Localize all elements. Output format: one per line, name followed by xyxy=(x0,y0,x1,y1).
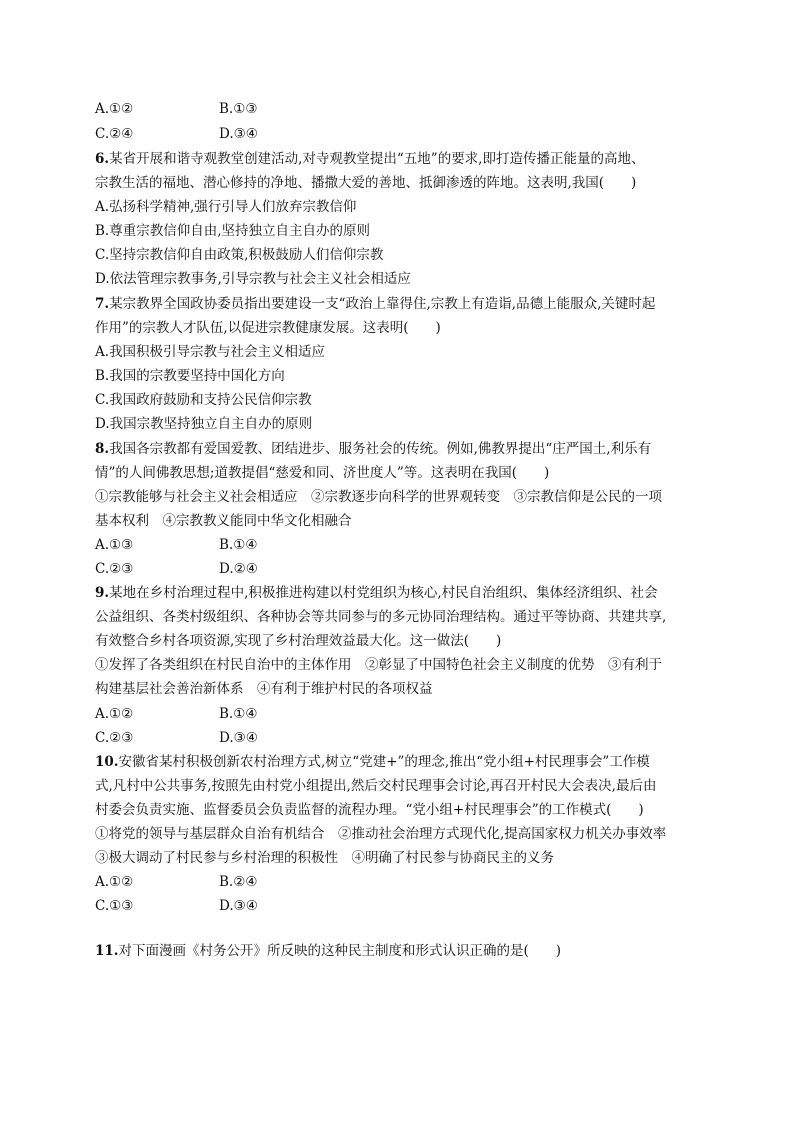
q6-option-d: D.依法管理宗教事务,引导宗教与社会主义社会相适应 xyxy=(95,271,411,287)
q5-option-d: D.③④ xyxy=(219,126,258,142)
q5-option-c: C.②④ xyxy=(95,126,134,142)
q7-option-d: D.我国宗教坚持独立自主自办的原则 xyxy=(95,416,313,432)
q9-stem-line-2: 公益组织、各类村级组织、各种协会等共同参与的多元协同治理结构。通过平等协商、共建共享, xyxy=(95,609,667,625)
q8-items-line-1: ①宗教能够与社会主义社会相适应 ②宗教逐步向科学的世界观转变 ③宗教信仰是公民的一项 xyxy=(95,489,662,505)
q6-stem-line-1: 6.某省开展和谐寺观教堂创建活动,对寺观教堂提出“五地”的要求,即打造传播正能量的高地、 xyxy=(95,151,645,167)
q6-option-c: C.坚持宗教信仰自由政策,积极鼓励人们信仰宗教 xyxy=(95,247,384,263)
q10-stem-line-2: 式,凡村中公共事务,按照先由村党小组提出,然后交村民理事会讨论,再召开村民大会表决,最后由 xyxy=(95,778,657,794)
q8-option-d: D.②④ xyxy=(219,561,258,577)
q7-option-b: B.我国的宗教要坚持中国化方向 xyxy=(95,368,285,384)
q10-option-c: C.①③ xyxy=(95,898,134,914)
q8-option-a: A.①③ xyxy=(95,537,134,553)
q10-stem-line-3: 村委会负责实施、监督委员会负责监督的流程办理。“党小组+村民理事会”的工作模式( ) xyxy=(95,802,644,818)
q7-number: 7. xyxy=(95,296,110,312)
q10-stem-line-1: 10.安徽省某村积极创新农村治理方式,树立“党建+”的理念,推出“党小组+村民理事会”工作模 xyxy=(95,754,650,770)
q6-option-b: B.尊重宗教信仰自由,坚持独立自主自办的原则 xyxy=(95,223,371,239)
q10-items-line-1: ①将党的领导与基层群众自治有机结合 ②推动社会治理方式现代化,提高国家权力机关办事效率 xyxy=(95,826,667,842)
q10-option-b: B.②④ xyxy=(219,874,258,890)
q6-option-a: A.弘扬科学精神,强行引导人们放弃宗教信仰 xyxy=(95,199,357,215)
q8-number: 8. xyxy=(95,441,110,457)
q7-option-c: C.我国政府鼓励和支持公民信仰宗教 xyxy=(95,392,312,408)
q5-option-b: B.①③ xyxy=(219,101,258,117)
q9-items-line-1: ①发挥了各类组织在村民自治中的主体作用 ②彰显了中国特色社会主义制度的优势 ③有利于 xyxy=(95,657,662,673)
q10-option-d: D.③④ xyxy=(219,898,258,914)
q9-stem-line-3: 有效整合乡村各项资源,实现了乡村治理效益最大化。这一做法( ) xyxy=(95,633,502,649)
q8-stem-line-2: 情”的人间佛教思想;道教提倡“慈爱和同、济世度人”等。这表明在我国( ) xyxy=(95,465,550,481)
q8-items-line-2: 基本权利 ④宗教教义能同中华文化相融合 xyxy=(95,513,352,529)
q8-option-c: C.②③ xyxy=(95,561,134,577)
q9-option-b: B.①④ xyxy=(219,706,258,722)
q10-items-line-2: ③极大调动了村民参与乡村治理的积极性 ④明确了村民参与协商民主的义务 xyxy=(95,850,554,866)
q9-items-line-2: 构建基层社会善治新体系 ④有利于维护村民的各项权益 xyxy=(95,681,433,697)
q9-option-c: C.②③ xyxy=(95,730,134,746)
q6-number: 6. xyxy=(95,151,110,167)
q8-stem-line-1: 8.我国各宗教都有爱国爱教、团结进步、服务社会的传统。例如,佛教界提出“庄严国土,利乐有 xyxy=(95,441,652,457)
q10-option-a: A.①② xyxy=(95,874,134,890)
q7-stem-line-2: 作用”的宗教人才队伍,以促进宗教健康发展。这表明( ) xyxy=(95,320,441,336)
q9-option-a: A.①② xyxy=(95,706,134,722)
q9-option-d: D.③④ xyxy=(219,730,258,746)
q7-option-a: A.我国积极引导宗教与社会主义相适应 xyxy=(95,344,326,360)
q6-stem-line-2: 宗教生活的福地、潜心修持的净地、播撒大爱的善地、抵御渗透的阵地。这表明,我国( ) xyxy=(95,175,637,191)
q11-stem-line-1: 11.对下面漫画《村务公开》所反映的这种民主制度和形式认识正确的是( ) xyxy=(95,943,562,959)
q10-number: 10. xyxy=(95,754,119,770)
q7-stem-line-1: 7.某宗教界全国政协委员指出要建设一支“政治上靠得住,宗教上有造诣,品德上能服众,关键时起 xyxy=(95,296,656,312)
q9-number: 9. xyxy=(95,585,110,601)
q9-stem-line-1: 9.某地在乡村治理过程中,积极推进构建以村党组织为核心,村民自治组织、集体经济组织、社会 xyxy=(95,585,658,601)
q5-option-a: A.①② xyxy=(95,101,134,117)
q8-option-b: B.①④ xyxy=(219,537,258,553)
q11-number: 11. xyxy=(95,943,119,959)
